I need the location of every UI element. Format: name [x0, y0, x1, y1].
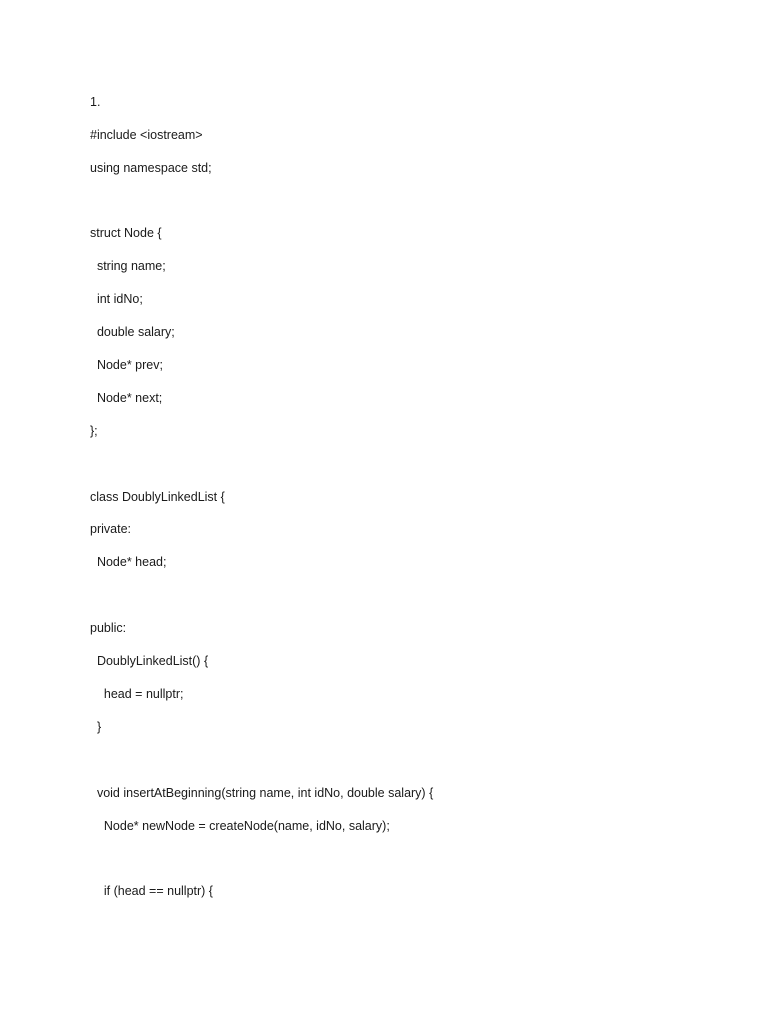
code-line-6: string name; — [90, 259, 166, 273]
code-line-7: int idNo; — [90, 292, 143, 306]
code-line-17: public: — [90, 621, 127, 635]
code-line-25: if (head == nullptr) { — [90, 884, 213, 898]
code-line-20: } — [90, 720, 102, 734]
code-line-3: using namespace std; — [90, 161, 212, 175]
code-line-15: Node* head; — [90, 555, 167, 569]
code-line-2: #include <iostream> — [90, 128, 203, 142]
code-line-13: class DoublyLinkedList { — [90, 490, 225, 504]
code-line-10: Node* next; — [90, 391, 163, 405]
code-line-19: head = nullptr; — [90, 687, 184, 701]
code-line-23: Node* newNode = createNode(name, idNo, salary); — [90, 819, 390, 833]
code-line-18: DoublyLinkedList() { — [90, 654, 209, 668]
code-line-5: struct Node { — [90, 226, 162, 240]
code-line-11: }; — [90, 424, 98, 438]
code-line-22: void insertAtBeginning(string name, int idNo, double salary) { — [90, 786, 434, 800]
code-line-14: private: — [90, 522, 131, 536]
code-line-8: double salary; — [90, 325, 175, 339]
code-line-9: Node* prev; — [90, 358, 163, 372]
code-line-1: 1. — [90, 95, 101, 109]
